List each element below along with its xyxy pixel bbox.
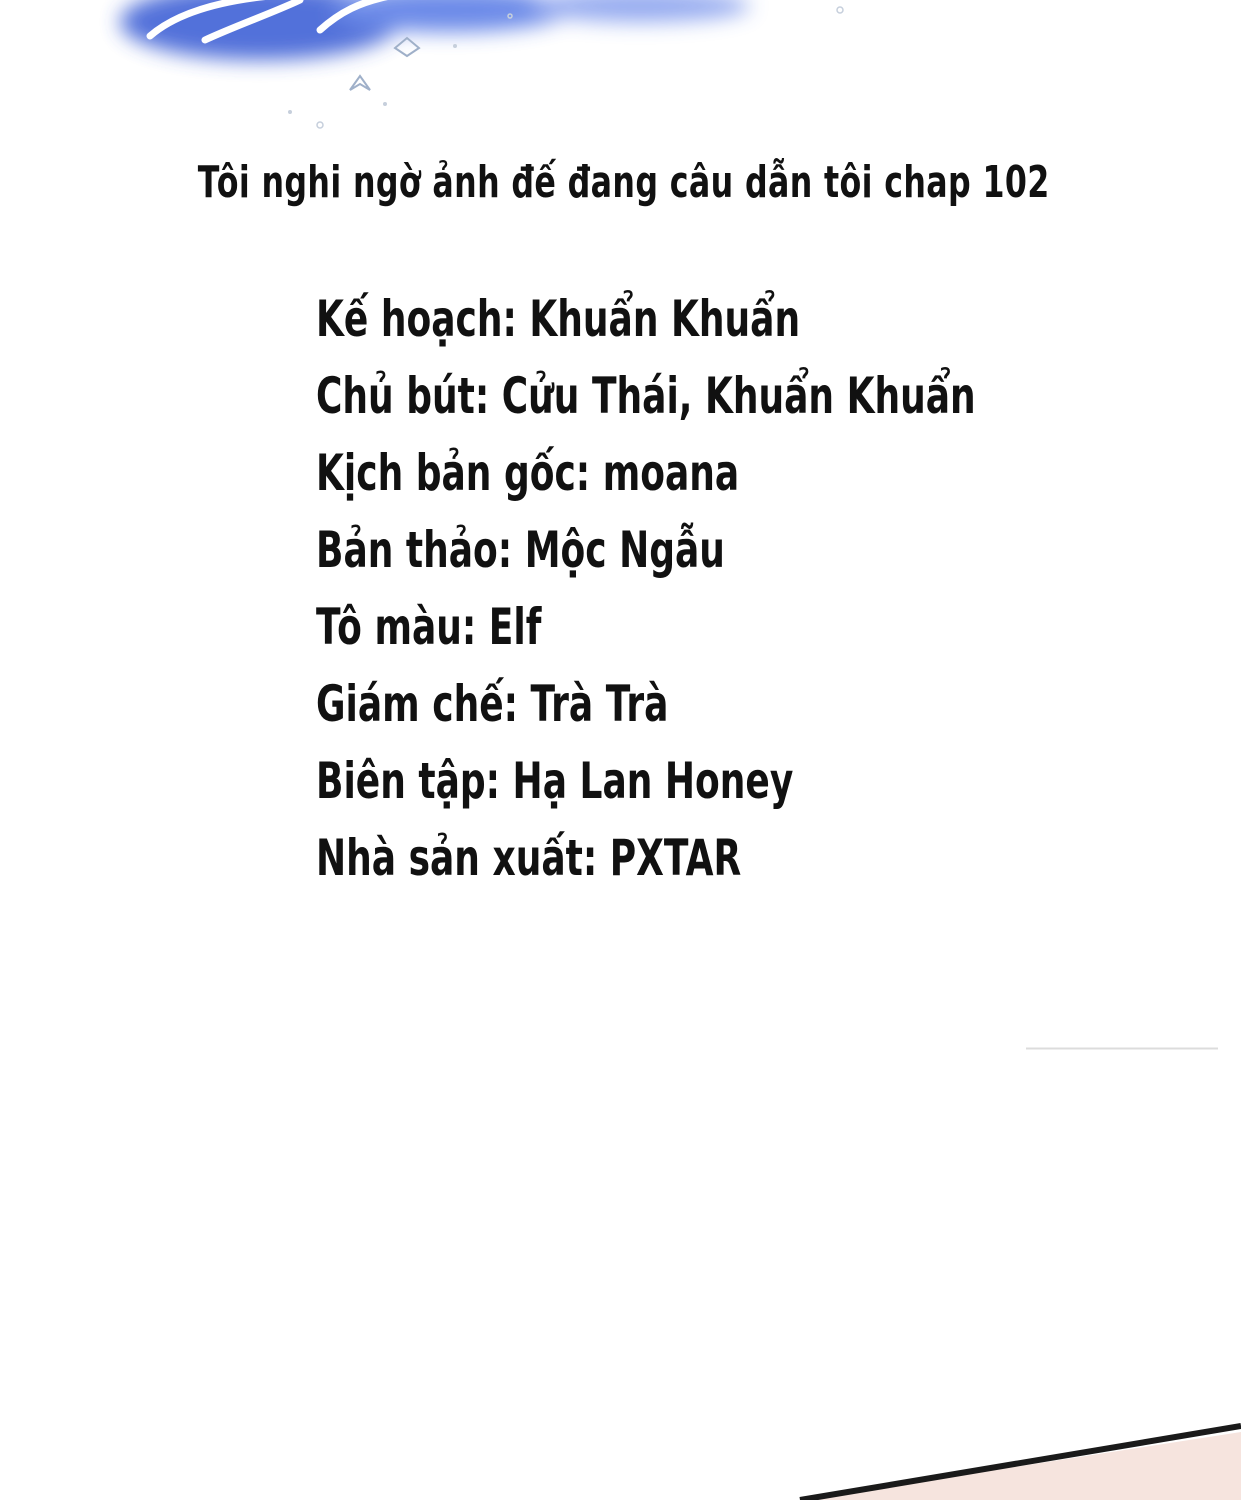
credit-supervisor: Giám chế: Trà Trà <box>316 675 669 733</box>
credit-plan: Kế hoạch: Khuẩn Khuẩn <box>316 290 801 348</box>
logo-artwork <box>0 0 900 140</box>
credit-draft: Bản thảo: Mộc Ngẫu <box>316 521 725 579</box>
credit-lead-artist: Chủ bút: Cửu Thái, Khuẩn Khuẩn <box>316 367 976 425</box>
credit-coloring: Tô màu: Elf <box>316 598 542 656</box>
credit-script: Kịch bản gốc: moana <box>316 444 740 502</box>
credit-editor: Biên tập: Hạ Lan Honey <box>316 752 794 810</box>
chapter-title: Tôi nghi ngờ ảnh đế đang câu dẫn tôi chap 102 <box>197 157 1050 208</box>
credit-producer: Nhà sản xuất: PXTAR <box>316 829 742 887</box>
credits-list <box>316 284 1232 900</box>
decorative-divider <box>1026 1047 1218 1050</box>
